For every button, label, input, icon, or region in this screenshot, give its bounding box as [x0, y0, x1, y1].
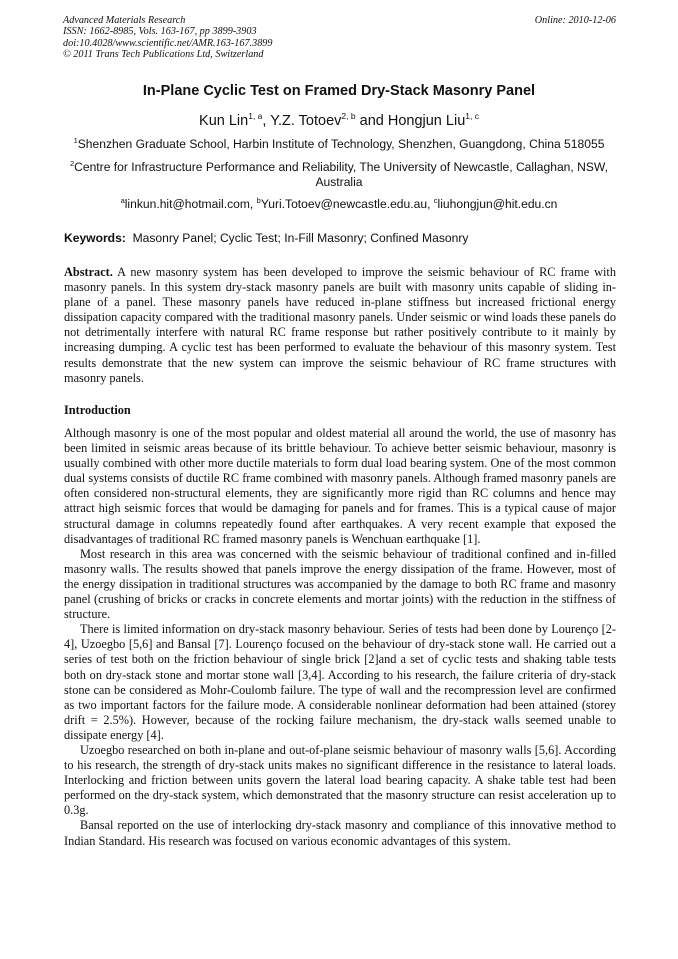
issn-line: ISSN: 1662-8985, Vols. 163-167, pp 3899-3903: [63, 26, 257, 38]
email-mark: c: [433, 195, 438, 205]
affil-mark: 2: [69, 158, 75, 168]
email-mark: b: [256, 195, 261, 205]
section-heading-introduction: Introduction: [64, 403, 131, 417]
email-link[interactable]: liuhongjun@hit.edu.cn: [437, 197, 558, 211]
author-name: Hongjun Liu: [387, 113, 466, 129]
keywords-text: Masonry Panel; Cyclic Test; In-Fill Masonry; Confined Masonry: [132, 231, 469, 245]
affiliation-1: [60, 137, 618, 152]
author-separator: ,: [262, 113, 271, 129]
author-affil-mark: 2, b: [341, 111, 356, 122]
journal-name: Advanced Materials Research: [63, 15, 186, 26]
abstract-label: Abstract.: [64, 265, 113, 279]
author-emails: [60, 197, 618, 212]
online-date: Online: 2010-12-06: [534, 15, 616, 26]
author-separator: and: [355, 113, 388, 129]
keywords-label: Keywords:: [64, 231, 126, 245]
doi-line[interactable]: doi:10.4028/www.scientific.net/AMR.163-167.3899: [63, 37, 273, 49]
paragraph: Uzoegbo researched on both in-plane and out-of-plane seismic behaviour of masonry walls [5,6]. According to his research, the strength of dry-stack units makes no significant difference in the resistance to lateral loads. Interlocking and friction between units govern the lateral load bearing capacity. A shake table test had been performed on the dry-stack system, which demonstrated that the masonry structure can resist acceleration up to 0.3g.: [64, 742, 616, 818]
author-list: [0, 113, 678, 129]
affil-mark: 1: [73, 135, 78, 145]
email-mark: a: [120, 195, 125, 205]
email-link[interactable]: linkun.hit@hotmail.com,: [124, 197, 257, 211]
affil-text: Centre for Infrastructure Performance and Reliability, The University of Newcastle, Callaghan, NSW, Australia: [74, 160, 609, 190]
author-name: Kun Lin: [199, 113, 249, 129]
copyright-line: © 2011 Trans Tech Publications Ltd, Switzerland: [63, 49, 264, 61]
email-link[interactable]: Yuri.Totoev@newcastle.edu.au,: [260, 197, 434, 211]
affiliation-2: [60, 160, 618, 190]
introduction-body: [64, 426, 616, 849]
keywords-line: [64, 231, 616, 245]
abstract: [64, 265, 616, 386]
journal-header: [63, 15, 272, 61]
affil-text: Shenzhen Graduate School, Harbin Institute of Technology, Shenzhen, Guangdong, China 518055: [77, 137, 605, 151]
author-affil-mark: 1, a: [248, 111, 263, 122]
author-name: Y.Z. Totoev: [270, 113, 342, 129]
author-affil-mark: 1, c: [465, 111, 479, 122]
paragraph: Bansal reported on the use of interlocking dry-stack masonry and compliance of this innovative method to Indian Standard. His research was focused on various economic advantages of this system.: [64, 818, 616, 848]
paragraph: Most research in this area was concerned with the seismic behaviour of traditional confined and in-filled masonry walls. The results showed that panels improve the energy dissipation of the frame. However, most of the energy dissipation in traditional structures was accompanied by the damage to both RC frame and masonry panel (crushing of bricks or cracks in concrete elements and mortar joints) with the reduction in the stiffness of structure.: [64, 546, 616, 622]
paragraph: Although masonry is one of the most popular and oldest material all around the world, the use of masonry has been limited in seismic areas because of its brittle behaviour. To achieve better seismic behaviour, masonry is usually combined with other more ductile materials to form dual load bearing system. One of the most common dual systems consists of ductile RC frame combined with masonry panels. Although framed masonry panels are often considered non-structural elements, they are significantly more rigid than RC columns and hence may attract high seismic forces that would be damaging for panels and for frames. This is a typical cause of major structural damage in columns repeatedly found after earthquakes. A very recent example that exposed the disadvantages of traditional RC framed masonry panels is Wenchuan earthquake [1].: [64, 426, 616, 546]
paragraph: There is limited information on dry-stack masonry behaviour. Series of tests had been done by Lourenço [2-4], Uzoegbo [5,6] and Bansal [7]. Lourenço focused on the behaviour of dry-stack stone wall. He carried out a series of test both on the friction behaviour of single brick [2]and a set of cyclic tests and shaking table tests both on dry-stack stone and mortar stone wall [3,4]. According to his research, the failure criteria of dry-stack stone can be considered as Mohr-Coulomb failure. The type of wall and the recompression level are confirmed as two important factors for the failure mode. A considerable nonlinear deformation had been attained (storey drift = 2.5%). However, because of the rocking failure mechanism, the dry-stack walls seemed unable to dissipate energy [4].: [64, 622, 616, 742]
paper-title: In-Plane Cyclic Test on Framed Dry-Stack Masonry Panel: [142, 83, 536, 99]
abstract-text: A new masonry system has been developed to improve the seismic behaviour of RC frame with masonry panels. In this system dry-stack masonry panels are built with masonry units capable of sliding in-plane of a panel. These masonry panels have reduced in-plane stiffness but increased frictional energy dissipation capacity compared with the traditional masonry panels. Under seismic or wind loads these panels do not detrimentally interfere with natural RC frame response but rather positively contribute to it mainly by increasing dumping. A cyclic test has been performed to evaluate the behaviour of this masonry system. Test results demonstrate that the new system can improve the seismic behaviour of RC frame structures with masonry panels.: [64, 265, 616, 385]
